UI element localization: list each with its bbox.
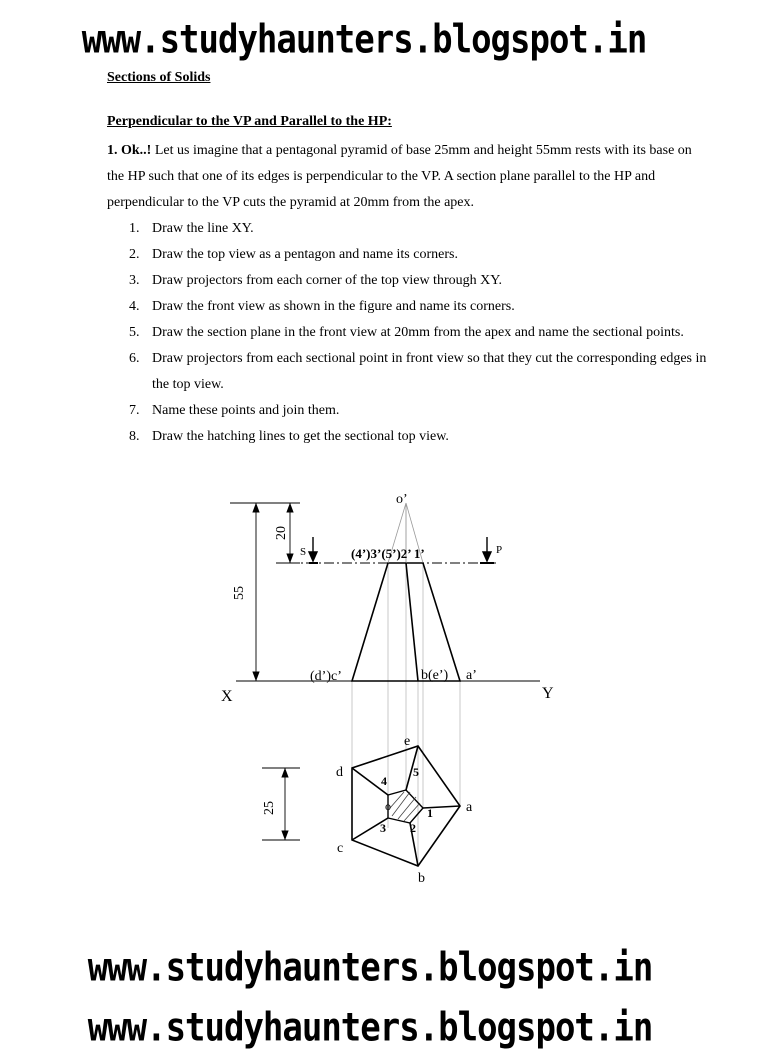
- dim-55-label: 55: [232, 586, 247, 600]
- steps-list: [107, 216, 707, 450]
- top-label-d: d: [336, 765, 343, 780]
- top-label-o: o: [385, 799, 391, 813]
- step-number: 6.: [129, 351, 140, 366]
- step-text: Draw the top view as a pentagon and name its corners.: [152, 247, 458, 262]
- step-text: Draw the section plane in the front view at 20mm from the apex and name the sectional points.: [152, 325, 684, 340]
- section-point-3: 3: [380, 821, 386, 835]
- step-item: [107, 242, 707, 268]
- step-text: Draw the front view as shown in the figure and name its corners.: [152, 299, 515, 314]
- step-number: 5.: [129, 325, 140, 340]
- step-number: 3.: [129, 273, 140, 288]
- step-number: 8.: [129, 429, 140, 444]
- a-prime-label: a’: [466, 668, 477, 683]
- top-label-c: c: [337, 841, 344, 856]
- step-item: [107, 268, 707, 294]
- section-s-label: S: [300, 546, 307, 558]
- section-p-label: P: [496, 544, 503, 556]
- section-drawing: [0, 480, 768, 900]
- step-item: [107, 294, 707, 320]
- step-number: 1.: [129, 221, 140, 236]
- dim-25-label: 25: [262, 801, 277, 815]
- step-number: 2.: [129, 247, 140, 262]
- step-item: [107, 320, 707, 346]
- document-title: Sections of Solids: [107, 70, 211, 85]
- base-left-label: (d’)c’: [310, 669, 342, 684]
- step-text: Draw projectors from each corner of the top view through XY.: [152, 273, 503, 288]
- intro-paragraph: [107, 138, 707, 216]
- top-label-b: b: [418, 871, 425, 886]
- top-label-e: e: [404, 734, 411, 749]
- section-heading: Perpendicular to the VP and Parallel to the HP:: [107, 114, 392, 129]
- step-text: Draw projectors from each sectional point in front view so that they cut the corresponding edges in the top view.: [152, 351, 707, 392]
- section-point-1: 1: [427, 806, 433, 820]
- step-number: 7.: [129, 403, 140, 418]
- step-item: [107, 346, 707, 398]
- x-label: X: [221, 688, 233, 705]
- dim-20-label: 20: [274, 526, 289, 540]
- step-text: Name these points and join them.: [152, 403, 340, 418]
- step-number: 4.: [129, 299, 140, 314]
- step-item: [107, 424, 707, 450]
- base-right-label: b(e’): [421, 668, 449, 683]
- intro-text: Let us imagine that a pentagonal pyramid of base 25mm and height 55mm rests with its base on the HP such that one of its edges is perpendicular to the VP. A section plane parallel to the HP and perpendicular to the VP cuts the pyramid at 20mm from the apex.: [107, 143, 692, 210]
- top-label-a: a: [466, 800, 473, 815]
- section-point-2: 2: [410, 821, 416, 835]
- step-text: Draw the line XY.: [152, 221, 254, 236]
- section-point-5: 5: [413, 765, 419, 779]
- watermark-bottom: www.studyhaunters.blogspot.in: [87, 945, 653, 991]
- section-points-label: (4’)3’(5’)2’ 1’: [351, 546, 425, 561]
- y-label: Y: [542, 685, 554, 702]
- watermark-top: www.studyhaunters.blogspot.in: [81, 17, 647, 63]
- section-arrow-s: [309, 537, 318, 563]
- apex-label: o’: [396, 492, 408, 507]
- step-item: [107, 216, 707, 242]
- section-point-4: 4: [381, 774, 387, 788]
- intro-lead: 1. Ok..!: [107, 143, 152, 158]
- watermark-cutoff: www.studyhaunters.blogspot.in: [87, 1005, 653, 1051]
- section-arrow-p: [480, 537, 494, 563]
- step-text: Draw the hatching lines to get the sectional top view.: [152, 429, 449, 444]
- step-item: [107, 398, 707, 424]
